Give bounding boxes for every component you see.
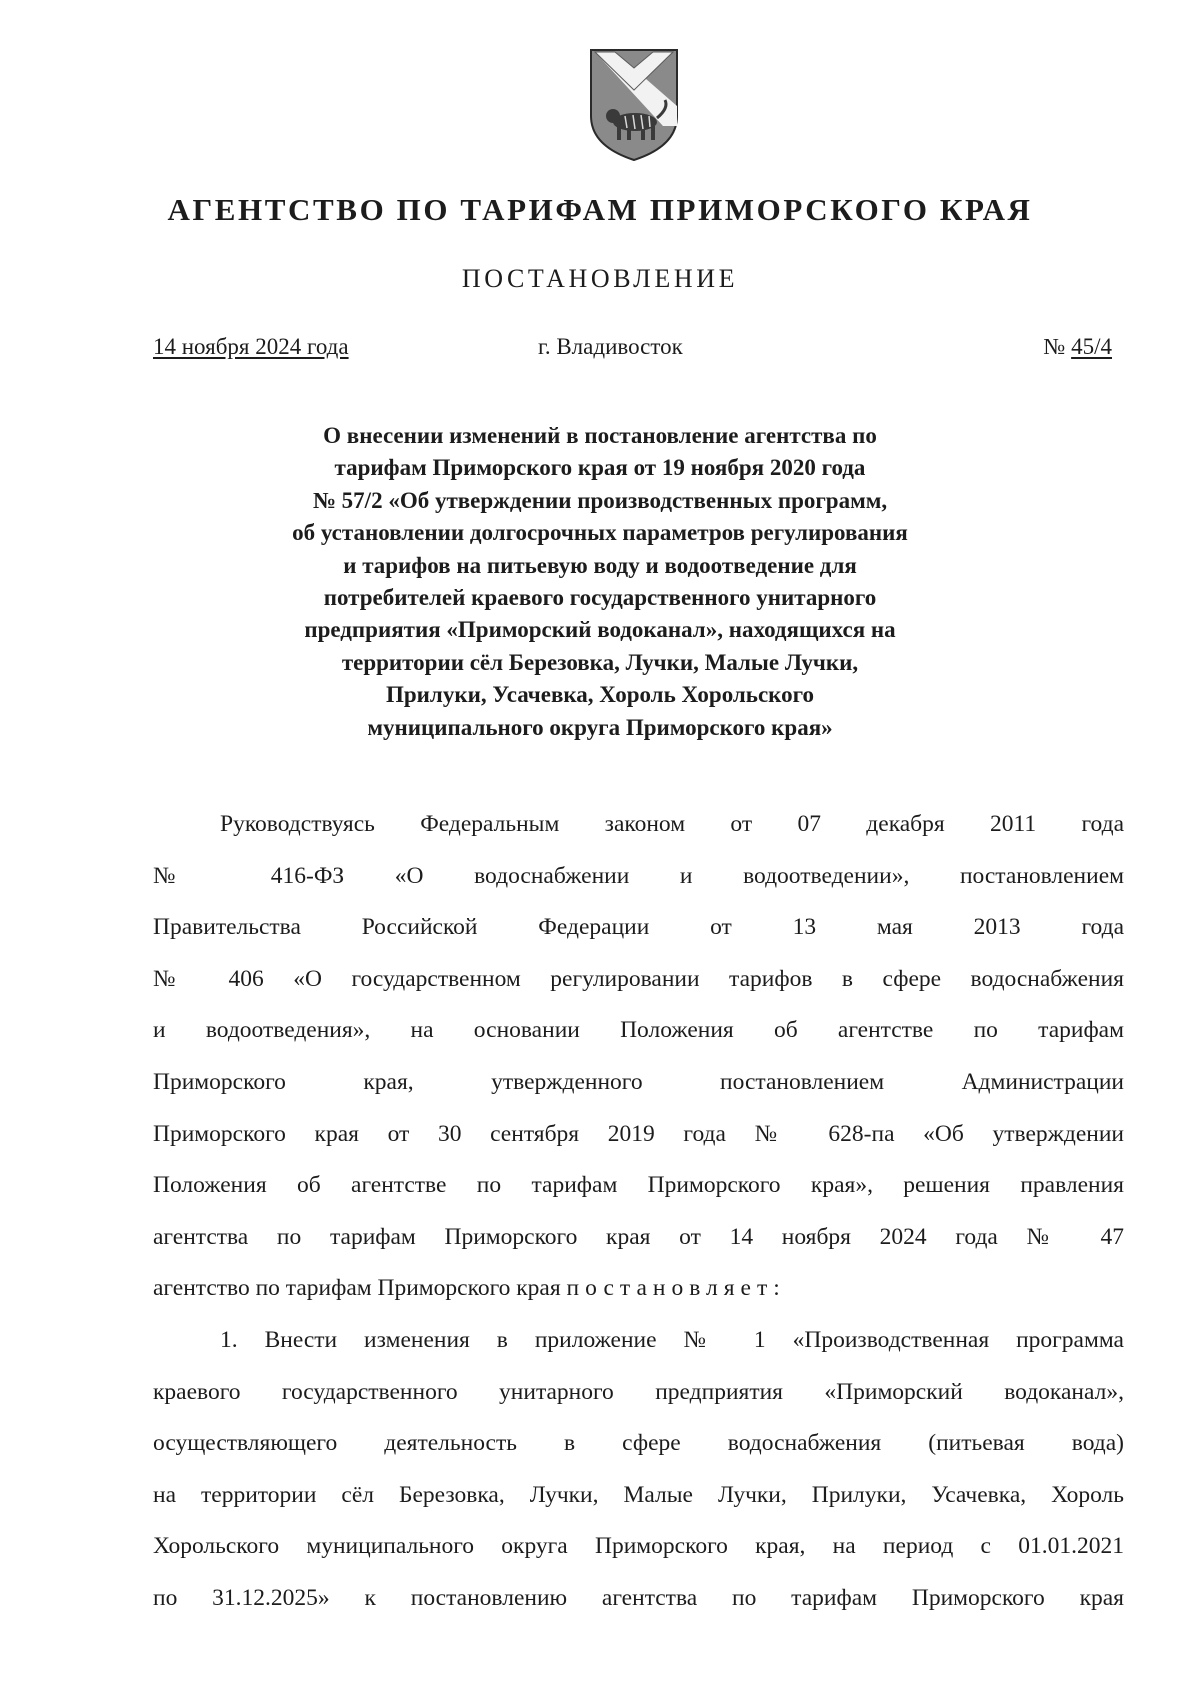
resolves-word: постановляет: [566,1275,786,1302]
body-line: по 31.12.2025» к постановлению агентства по тарифам Приморского края [153,1584,1124,1611]
subject-line: № 57/2 «Об утверждении производственных программ, [312,487,888,513]
document-date: 14 ноября 2024 года [153,334,349,359]
number-prefix: № [1043,334,1072,359]
body-line-text: агентство по тарифам Приморского края [153,1275,567,1302]
document-body [153,799,1124,1625]
subject-line: и тарифов на питьевую воду и водоотведение для [343,552,857,578]
body-line: Хорольского муниципального округа Приморского края, на период с 01.01.2021 [153,1533,1124,1560]
subject-line: Прилуки, Усачевка, Хороль Хорольского [385,682,814,708]
document-type: ПОСТАНОВЛЕНИЕ [461,264,739,293]
body-line: агентства по тарифам Приморского края от 14 ноября 2024 года № 47 [153,1223,1124,1250]
body-line: Положения об агентстве по тарифам Приморского края», решения правления [153,1172,1124,1199]
number-value: 45/4 [1071,334,1112,359]
body-line: Приморского края от 30 сентября 2019 года № 628-па «Об утверждении [153,1120,1124,1147]
body-line: на территории сёл Березовка, Лучки, Малые Лучки, Прилуки, Усачевка, Хороль [153,1481,1124,1508]
body-line: 1. Внести изменения в приложение № 1 «Производственная программа [220,1326,1124,1353]
agency-title: АГЕНТСТВО ПО ТАРИФАМ ПРИМОРСКОГО КРАЯ [167,192,1033,227]
subject-line: территории сёл Березовка, Лучки, Малые Лучки, [341,649,859,675]
subject-line: тарифам Приморского края от 19 ноября 2020 года [334,455,866,481]
body-line: краевого государственного унитарного предприятия «Приморский водоканал», [153,1378,1124,1405]
body-line: № 416-ФЗ «О водоснабжении и водоотведении», постановлением [153,862,1124,889]
coat-of-arms-emblem [585,46,683,164]
body-line: Правительства Российской Федерации от 13 мая 2013 года [153,914,1124,941]
document-number [1043,332,1112,362]
subject-line: потребителей краевого государственного унитарного [323,585,877,611]
body-line: Руководствуясь Федеральным законом от 07 декабря 2011 года [220,811,1124,837]
body-line: осуществляющего деятельность в сфере водоснабжения (питьевая вода) [153,1430,1124,1457]
subject-line: об установлении долгосрочных параметров регулирования [292,520,908,546]
body-line-resolves [153,1263,1124,1315]
document-city: г. Владивосток [538,334,683,359]
body-line: № 406 «О государственном регулировании тарифов в сфере водоснабжения [153,965,1124,992]
document-subject [0,420,1200,744]
body-line: и водоотведения», на основании Положения об агентстве по тарифам [153,1017,1124,1044]
subject-line: предприятия «Приморский водоканал», находящихся на [304,617,896,643]
subject-line: О внесении изменений в постановление агентства по [323,423,877,448]
subject-line: муниципального округа Приморского края» [367,714,833,740]
body-line: Приморского края, утвержденного постановлением Администрации [153,1068,1124,1095]
